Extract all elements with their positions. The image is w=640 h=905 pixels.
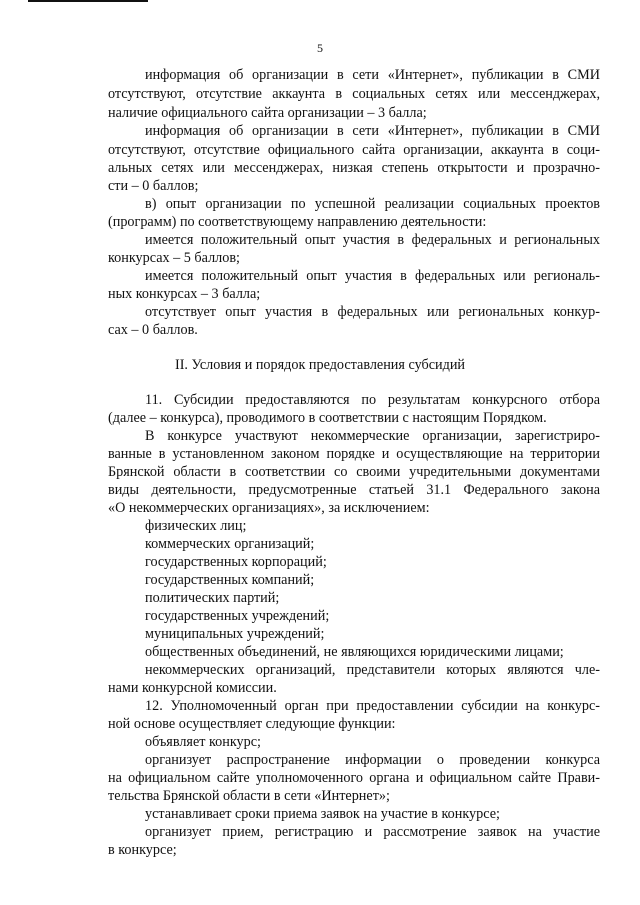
text-line: отсутствуют, отсутствие официального сайта организации, аккаунта в соци- (108, 142, 600, 158)
text-line: Брянской области в соответствии со своими учредительными документами (108, 464, 600, 480)
text-line: наличие официального сайта организации – 3 балла; (108, 105, 427, 121)
text-line: имеется положительный опыт участия в федеральных и региональных (145, 232, 600, 248)
text-line: информация об организации в сети «Интернет», публикации в СМИ (145, 123, 600, 139)
text-line: В конкурсе участвуют некоммерческие организации, зарегистриро- (145, 428, 600, 444)
text-line: нами конкурсной комиссии. (108, 680, 277, 696)
list-item: устанавливает сроки приема заявок на участие в конкурсе; (145, 806, 500, 822)
text-line: отсутствуют, отсутствие аккаунта в социальных сетях или мессенджерах, (108, 86, 600, 102)
top-rule (28, 0, 148, 2)
list-item: государственных корпораций; (145, 554, 327, 570)
list-item: государственных учреждений; (145, 608, 330, 624)
text-line: ных конкурсах – 3 балла; (108, 286, 261, 302)
section-heading: II. Условия и порядок предоставления субсидий (174, 357, 466, 373)
text-line: альных сетях или мессенджерах, низкая степень открытости и прозрачно- (108, 160, 600, 176)
text-line: (программ) по соответствующему направлению деятельности: (108, 214, 487, 230)
text-line: 11. Субсидии предоставляются по результатам конкурсного отбора (145, 392, 600, 408)
list-item: муниципальных учреждений; (145, 626, 325, 642)
list-item: коммерческих организаций; (145, 536, 315, 552)
text-line: информация об организации в сети «Интернет», публикации в СМИ (145, 67, 600, 83)
text-line: в конкурсе; (108, 842, 177, 858)
text-line: ной основе осуществляет следующие функции: (108, 716, 396, 732)
text-line: отсутствует опыт участия в федеральных или региональных конкур- (145, 304, 600, 320)
text-line: «О некоммерческих организациях», за исключением: (108, 500, 430, 516)
text-line: сти – 0 баллов; (108, 178, 199, 194)
list-item: некоммерческих организаций, представители которых являются чле- (145, 662, 600, 678)
text-line: сах – 0 баллов. (108, 322, 198, 338)
text-line: на официальном сайте уполномоченного органа и официальном сайте Прави- (108, 770, 600, 786)
list-item: объявляет конкурс; (145, 734, 261, 750)
list-item: организует прием, регистрацию и рассмотрение заявок на участие (145, 824, 600, 840)
text-line: в) опыт организации по успешной реализации социальных проектов (145, 196, 600, 212)
text-line: виды деятельности, предусмотренные статьей 31.1 Федерального закона (108, 482, 600, 498)
text-line: тельства Брянской области в сети «Интернет»; (108, 788, 390, 804)
list-item: общественных объединений, не являющихся юридическими лицами; (145, 644, 564, 660)
text-line: конкурсах – 5 баллов; (108, 250, 240, 266)
list-item: государственных компаний; (145, 572, 315, 588)
list-item: физических лиц; (145, 518, 247, 534)
text-line: (далее – конкурса), проводимого в соответствии с настоящим Порядком. (108, 410, 547, 426)
text-line: имеется положительный опыт участия в федеральных или региональ- (145, 268, 600, 284)
text-line: 12. Уполномоченный орган при предоставлении субсидии на конкурс- (145, 698, 600, 714)
list-item: политических партий; (145, 590, 280, 606)
list-item: организует распространение информации о проведении конкурса (145, 752, 600, 768)
page-number: 5 (317, 41, 323, 55)
text-line: ванные в установленном законом порядке и осуществляющие на территории (108, 446, 600, 462)
